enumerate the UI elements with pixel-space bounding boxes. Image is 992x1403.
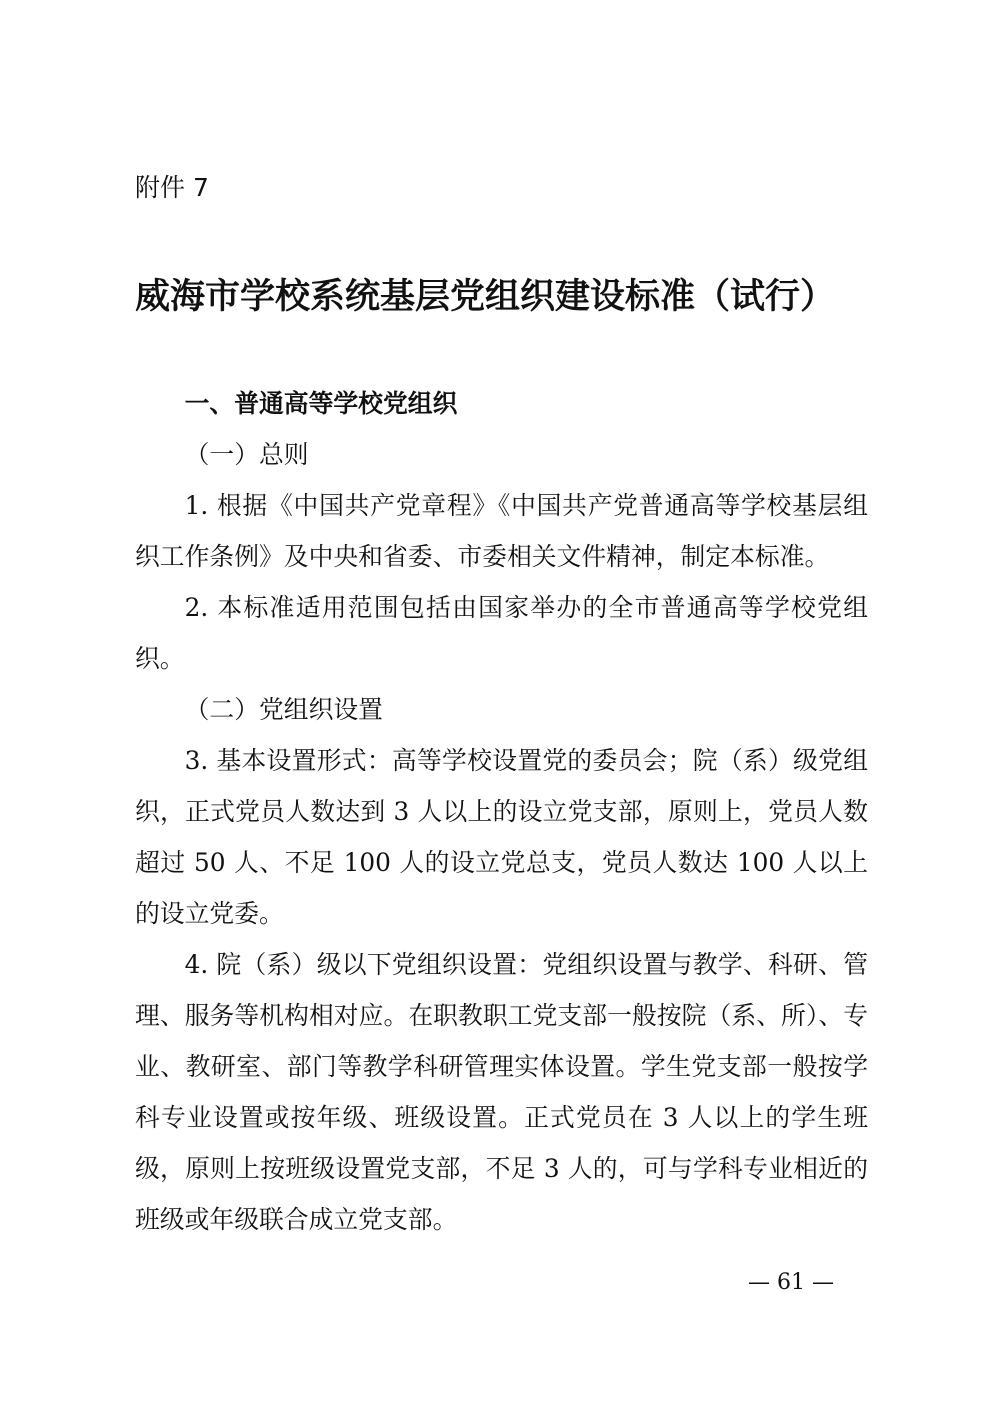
- subsection-heading-general: （一）总则: [184, 440, 309, 469]
- page-number: — 61 —: [748, 1270, 834, 1295]
- paragraph-4: 4. 院（系）级以下党组织设置：党组织设置与教学、科研、管理、服务等机构相对应。在职教职工党支部一般按院（系、所）、专业、教研室、部门等教学科研管理实体设置。学生党支部一般按学科专业设置或按年级、班级设置。正式党员在 3 人以上的学生班级，原则上按班级设置党支部，不足 3 人的，可与学科专业相近的班级或年级联合成立党支部。: [135, 950, 868, 1234]
- document-body: [135, 378, 868, 1245]
- document-title: 威海市学校系统基层党组织建设标准（试行）: [135, 276, 836, 317]
- paragraph-1: 1. 根据《中国共产党章程》《中国共产党普通高等学校基层组织工作条例》及中央和省委、市委相关文件精神，制定本标准。: [135, 491, 868, 571]
- subsection-heading-setup: （二）党组织设置: [184, 695, 383, 724]
- paragraph-2: 2. 本标准适用范围包括由国家举办的全市普通高等学校党组织。: [135, 593, 868, 673]
- paragraph-3: 3. 基本设置形式：高等学校设置党的委员会；院（系）级党组织，正式党员人数达到 3 人以上的设立党支部，原则上，党员人数超过 50 人、不足 100 人的设立党总支，党员人数达 100 人以上的设立党委。: [135, 746, 868, 928]
- attachment-label: 附件 7: [135, 173, 209, 202]
- section-heading: 一、普通高等学校党组织: [184, 389, 458, 418]
